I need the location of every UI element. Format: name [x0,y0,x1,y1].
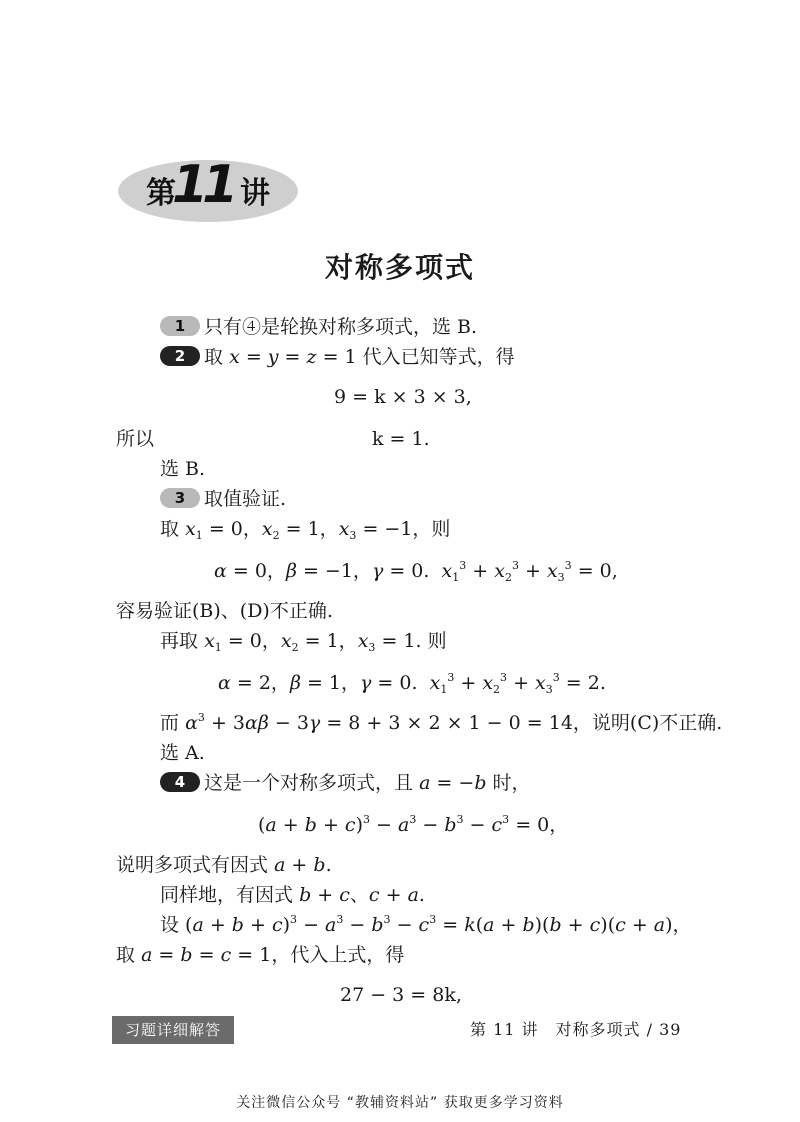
text-line: 选 A. [160,742,205,764]
chapter-number: 11 [172,155,233,215]
answer-2: 2 取 x = y = z = 1 代入已知等式，得 [160,344,515,370]
answer-4: 4 这是一个对称多项式，且 a = −b 时， [160,770,531,796]
page-title: 对称多项式 [324,251,475,284]
text-line: 同样地，有因式 b + c、c + a. [160,884,425,906]
text-line: 而 $\alpha^3 + 3\alpha\beta - 3\gamma = 8 + 3 \times 2 \times 1 - 0 = 14$，说明(C)不正确. [160,711,723,734]
equation: α = 0，β = −1，γ = 0. $x_1^3 + x_2^3 + x_3^3 = 0$, [214,559,618,584]
text-line: 取 a = b = c = 1，代入上式，得 [116,944,405,966]
chapter-prefix: 第 [146,176,176,211]
text-line: 取 $x_1 = 0$，$x_2 = 1$，$x_3 = -1$，则 [160,518,451,542]
text-line: 说明多项式有因式 a + b. [116,854,332,876]
running-footer: 第 11 讲 对称多项式 / 39 [470,1020,682,1039]
watermark-text: 关注微信公众号 “教辅资料站” 获取更多学习资料 [236,1095,564,1111]
footer-tag: 习题详细解答 [112,1016,234,1044]
equation: α = 2，β = 1，γ = 0. $x_1^3 + x_2^3 + x_3^3 = 2$. [218,671,606,696]
text-line: 再取 $x_1 = 0$，$x_2 = 1$，$x_3 = 1$. 则 [160,630,447,654]
equation: 27 − 3 = 8k, [340,984,462,1006]
equation: $(a + b + c)^3 - a^3 - b^3 - c^3 = 0$， [258,813,569,836]
text-line: 选 B. [160,458,206,480]
text-line: 设 $(a + b + c)^3 - a^3 - b^3 - c^3 = k(a + b)(b + c)(c + a)$， [160,913,692,936]
text-line: 容易验证(B)、(D)不正确. [116,600,333,622]
answer-number-badge: 2 [160,346,200,366]
equation: 9 = k × 3 × 3, [334,386,472,408]
chapter-suffix: 讲 [240,176,270,211]
text-line: 所以 [116,428,155,450]
answer-number-badge: 4 [160,772,200,792]
answer-3: 3 取值验证. [160,486,286,512]
answer-1: 1 只有④是轮换对称多项式，选 B. [160,314,477,340]
equation: k = 1. [372,428,430,450]
answer-number-badge: 3 [160,488,200,508]
answer-number-badge: 1 [160,316,200,336]
